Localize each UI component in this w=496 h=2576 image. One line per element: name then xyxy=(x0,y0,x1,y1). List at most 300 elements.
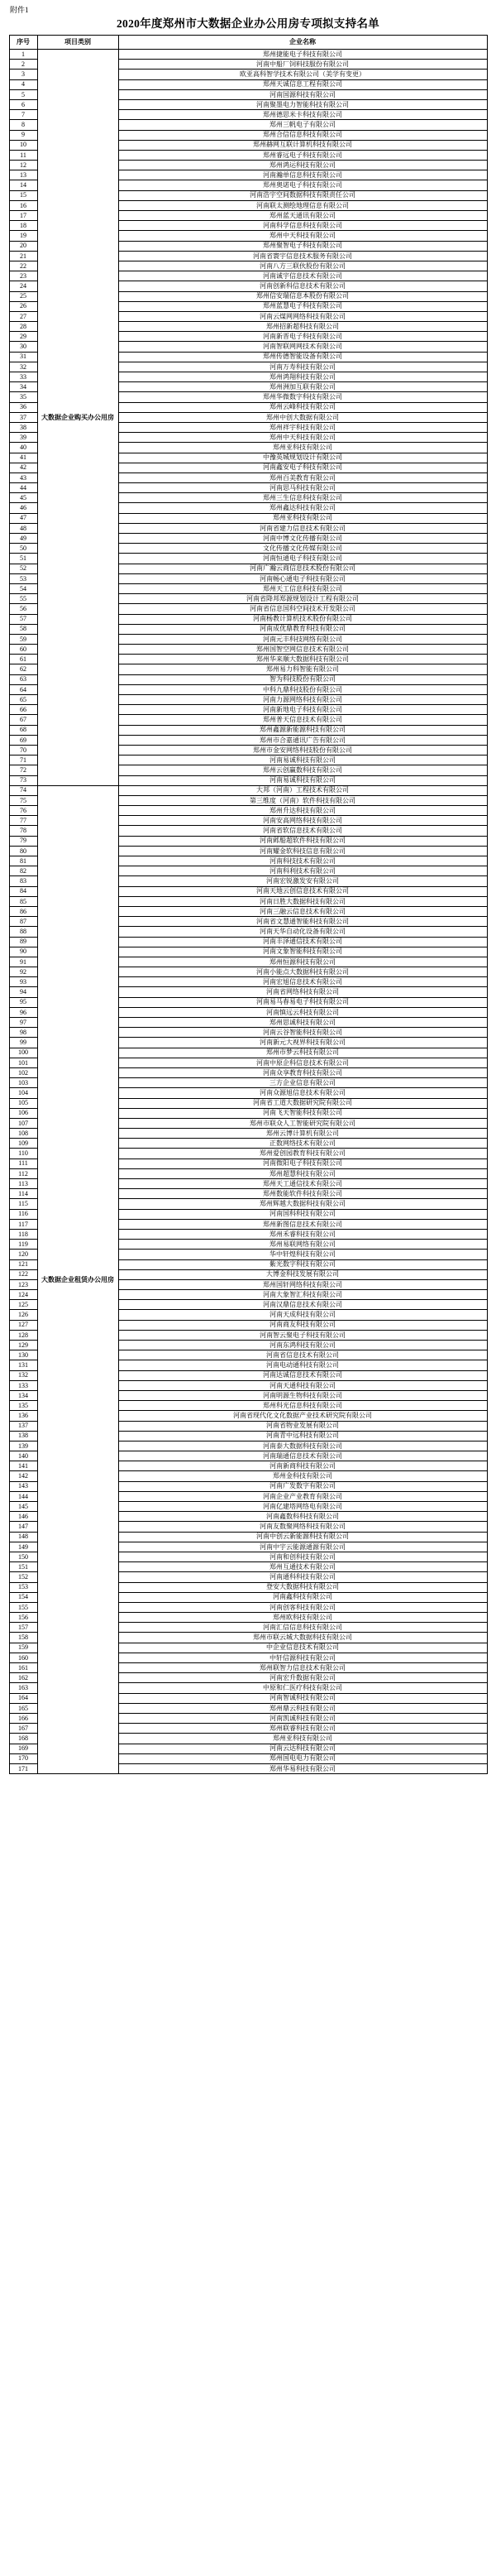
company-name: 郑州中天科技有限公司 xyxy=(118,231,487,241)
row-number: 53 xyxy=(9,573,37,583)
company-name: 郑州云创赢数科技有限公司 xyxy=(118,765,487,775)
row-number: 34 xyxy=(9,382,37,392)
company-name: 郑州聚智电子科技有限公司 xyxy=(118,241,487,251)
company-name: 河南易马春易电子科技有限公司 xyxy=(118,997,487,1007)
row-number: 96 xyxy=(9,1007,37,1017)
row-number: 86 xyxy=(9,906,37,916)
company-name: 河南和创科技有限公司 xyxy=(118,1552,487,1561)
company-name: 河南诚宇信息技术有限公司 xyxy=(118,271,487,281)
row-number: 74 xyxy=(9,785,37,795)
company-name: 郑州德思米卡科技有限公司 xyxy=(118,110,487,120)
row-number: 161 xyxy=(9,1663,37,1673)
company-name: 郑州天工通信技术有限公司 xyxy=(118,1179,487,1189)
header-company: 企业名称 xyxy=(118,36,487,50)
company-name: 三方企业信息有限公司 xyxy=(118,1078,487,1088)
row-number: 99 xyxy=(9,1038,37,1048)
row-number: 170 xyxy=(9,1753,37,1763)
row-number: 7 xyxy=(9,110,37,120)
row-number: 38 xyxy=(9,422,37,432)
header-category: 项目类别 xyxy=(37,36,118,50)
company-name: 中轩信源科技有限公司 xyxy=(118,1653,487,1662)
table-row xyxy=(9,50,487,60)
company-name: 郑州三帆电子有限公司 xyxy=(118,120,487,130)
category-cell: 大数据企业租赁办公用房 xyxy=(37,785,118,1773)
row-number: 29 xyxy=(9,332,37,342)
company-name: 郑州云博计算机有限公司 xyxy=(118,1129,487,1139)
company-name: 河南凯诚科技有限公司 xyxy=(118,1713,487,1723)
company-name: 郑州鑫源新能源科技有限公司 xyxy=(118,725,487,735)
row-number: 54 xyxy=(9,583,37,593)
row-number: 16 xyxy=(9,200,37,210)
row-number: 62 xyxy=(9,664,37,674)
row-number: 36 xyxy=(9,402,37,412)
company-name: 中原和仁医疗科技有限公司 xyxy=(118,1683,487,1693)
row-number: 20 xyxy=(9,241,37,251)
company-name: 河南丰泽通信技术有限公司 xyxy=(118,937,487,947)
row-number: 158 xyxy=(9,1633,37,1643)
company-name: 河南飞天智能科技有限公司 xyxy=(118,1108,487,1118)
company-name: 河南新晋电子科技有限公司 xyxy=(118,332,487,342)
company-name: 第三维度（河南）软件科技有限公司 xyxy=(118,795,487,805)
company-name: 河南瀚单信息科技有限公司 xyxy=(118,170,487,180)
row-number: 76 xyxy=(9,806,37,816)
row-number: 73 xyxy=(9,775,37,785)
company-name: 郑州云峰科技有限公司 xyxy=(118,402,487,412)
company-name: 河南易诚科技有限公司 xyxy=(118,775,487,785)
company-name: 郑州金科技有限公司 xyxy=(118,1471,487,1481)
row-number: 35 xyxy=(9,392,37,402)
company-name: 郑州数能软件科技有限公司 xyxy=(118,1189,487,1199)
company-name: 河南鑫数科科技有限公司 xyxy=(118,1512,487,1522)
table-row xyxy=(9,785,487,795)
row-number: 85 xyxy=(9,896,37,906)
row-number: 1 xyxy=(9,50,37,60)
company-name: 河南新商科技有限公司 xyxy=(118,1461,487,1471)
row-number: 77 xyxy=(9,816,37,826)
company-name: 河南众享教育科技有限公司 xyxy=(118,1067,487,1077)
row-number: 2 xyxy=(9,60,37,70)
company-name: 正数网络技术有限公司 xyxy=(118,1139,487,1149)
row-number: 19 xyxy=(9,231,37,241)
company-name: 河南邺船超软件科技有限公司 xyxy=(118,836,487,846)
company-name: 河南日胜大数据科技有限公司 xyxy=(118,896,487,906)
row-number: 21 xyxy=(9,251,37,261)
company-name: 河南电动通科技有限公司 xyxy=(118,1360,487,1370)
row-number: 122 xyxy=(9,1269,37,1279)
row-number: 107 xyxy=(9,1118,37,1128)
row-number: 90 xyxy=(9,947,37,957)
row-number: 59 xyxy=(9,634,37,644)
row-number: 114 xyxy=(9,1189,37,1199)
company-name: 河南中原企科信息技术有限公司 xyxy=(118,1058,487,1067)
company-name: 河南达诚信息技术有限公司 xyxy=(118,1370,487,1380)
company-name: 郑州市联云城大数据科技有限公司 xyxy=(118,1633,487,1643)
company-name: 河南智联网网技术有限公司 xyxy=(118,342,487,352)
table-body xyxy=(9,50,487,1774)
row-number: 10 xyxy=(9,140,37,150)
company-name: 河南创客科技有限公司 xyxy=(118,1602,487,1612)
row-number: 70 xyxy=(9,745,37,755)
company-name: 郑州合信信息科技有限公司 xyxy=(118,130,487,140)
row-number: 84 xyxy=(9,886,37,896)
row-number: 51 xyxy=(9,554,37,564)
row-number: 155 xyxy=(9,1602,37,1612)
company-name: 河南新地电子科技有限公司 xyxy=(118,705,487,715)
row-number: 18 xyxy=(9,221,37,231)
row-number: 64 xyxy=(9,684,37,694)
company-name: 郑州奥诺电子科技有限公司 xyxy=(118,180,487,190)
row-number: 67 xyxy=(9,715,37,725)
row-number: 9 xyxy=(9,130,37,140)
company-name: 郑州互通技术有限公司 xyxy=(118,1562,487,1572)
row-number: 143 xyxy=(9,1481,37,1491)
company-name: 河南企业产业教育有限公司 xyxy=(118,1491,487,1501)
company-name: 河南省文慧通智能科技有限公司 xyxy=(118,917,487,927)
company-name: 河南东鸿科技有限公司 xyxy=(118,1341,487,1350)
row-number: 129 xyxy=(9,1341,37,1350)
company-name: 河南中船厂饲料技服份有限公司 xyxy=(118,60,487,70)
row-number: 82 xyxy=(9,866,37,876)
row-number: 25 xyxy=(9,291,37,301)
row-number: 162 xyxy=(9,1673,37,1683)
company-name: 河南省软信息技术有限公司 xyxy=(118,826,487,836)
row-number: 142 xyxy=(9,1471,37,1481)
company-name: 郑州鑫达科技有限公司 xyxy=(118,503,487,513)
row-number: 65 xyxy=(9,695,37,705)
row-number: 130 xyxy=(9,1350,37,1360)
row-number: 13 xyxy=(9,170,37,180)
row-number: 146 xyxy=(9,1512,37,1522)
row-number: 43 xyxy=(9,473,37,482)
row-number: 105 xyxy=(9,1098,37,1108)
company-name: 郑州亚科技有限公司 xyxy=(118,513,487,523)
row-number: 15 xyxy=(9,190,37,200)
row-number: 156 xyxy=(9,1613,37,1623)
company-name: 河南青中远科技有限公司 xyxy=(118,1431,487,1441)
row-number: 83 xyxy=(9,876,37,886)
company-name: 河南畅心通电子科技有限公司 xyxy=(118,573,487,583)
row-number: 134 xyxy=(9,1390,37,1400)
company-name: 河南天通科技有限公司 xyxy=(118,1380,487,1390)
company-name: 郑州市合嘉通讯广告有限公司 xyxy=(118,735,487,745)
row-number: 75 xyxy=(9,795,37,805)
row-number: 63 xyxy=(9,674,37,684)
company-name: 河南泰大数据科技有限公司 xyxy=(118,1441,487,1451)
company-name: 郑州华易科技有限公司 xyxy=(118,1763,487,1773)
company-name: 河南省网络科技有限公司 xyxy=(118,987,487,997)
row-number: 117 xyxy=(9,1219,37,1229)
header-no: 序号 xyxy=(9,36,37,50)
page-title: 2020年度郑州市大数据企业办公用房专项拟支持名单 xyxy=(117,17,379,30)
row-number: 165 xyxy=(9,1703,37,1713)
row-number: 60 xyxy=(9,645,37,655)
row-number: 144 xyxy=(9,1491,37,1501)
row-number: 56 xyxy=(9,604,37,614)
row-number: 17 xyxy=(9,211,37,221)
table-header xyxy=(9,36,487,50)
row-number: 159 xyxy=(9,1643,37,1653)
company-name: 河南广发数字有限公司 xyxy=(118,1481,487,1491)
company-name: 河南广瀚云商信息技术股份有限公司 xyxy=(118,564,487,573)
company-name: 郑州思诚科技有限公司 xyxy=(118,1018,487,1028)
company-name: 河南汇信信息科技有限公司 xyxy=(118,1623,487,1633)
row-number: 28 xyxy=(9,322,37,332)
row-number: 171 xyxy=(9,1763,37,1773)
company-name: 河南瑞通信息技术有限公司 xyxy=(118,1451,487,1461)
company-name: 河南文象智能科技有限公司 xyxy=(118,947,487,957)
row-number: 128 xyxy=(9,1330,37,1340)
row-number: 98 xyxy=(9,1028,37,1038)
company-name: 郑州祥宇科技有限公司 xyxy=(118,422,487,432)
company-name: 河南元丰科技网络有限公司 xyxy=(118,634,487,644)
row-number: 24 xyxy=(9,281,37,291)
row-number: 119 xyxy=(9,1240,37,1250)
company-name: 郑州蓝慧电子科技有限公司 xyxy=(118,301,487,311)
row-number: 72 xyxy=(9,765,37,775)
company-name: 河南天地云创信息技术有限公司 xyxy=(118,886,487,896)
row-number: 14 xyxy=(9,180,37,190)
row-number: 22 xyxy=(9,261,37,271)
row-number: 6 xyxy=(9,99,37,109)
row-number: 101 xyxy=(9,1058,37,1067)
company-name: 郑州蓝天通讯有限公司 xyxy=(118,211,487,221)
row-number: 47 xyxy=(9,513,37,523)
attachment-label: 附件1 xyxy=(10,6,29,14)
row-number: 68 xyxy=(9,725,37,735)
row-number: 137 xyxy=(9,1421,37,1431)
company-name: 河南鑫安电子科技有限公司 xyxy=(118,463,487,473)
row-number: 8 xyxy=(9,120,37,130)
row-number: 103 xyxy=(9,1078,37,1088)
company-name: 河南宏旭信息技术有限公司 xyxy=(118,977,487,987)
row-number: 41 xyxy=(9,453,37,463)
company-name: 河南浩宇空间数据科技有限责任公司 xyxy=(118,190,487,200)
row-number: 45 xyxy=(9,493,37,503)
company-name: 郑州联智力信息技术有限公司 xyxy=(118,1663,487,1673)
row-number: 131 xyxy=(9,1360,37,1370)
company-name: 河南新元大视界科技有限公司 xyxy=(118,1038,487,1048)
row-number: 5 xyxy=(9,89,37,99)
company-name: 郑州赫网互联计算机科技有限公司 xyxy=(118,140,487,150)
company-name: 河南友数聚网络科技有限公司 xyxy=(118,1522,487,1532)
company-name: 河南科学信息科技有限公司 xyxy=(118,221,487,231)
row-number: 58 xyxy=(9,624,37,634)
company-name: 河南通科科技有限公司 xyxy=(118,1572,487,1582)
company-name: 郑州市梦云科技有限公司 xyxy=(118,1048,487,1058)
row-number: 124 xyxy=(9,1290,37,1300)
company-name: 郑州市金安网络科技股份有限公司 xyxy=(118,745,487,755)
company-name: 欧亚高科智学技术有限公司（美学有变更） xyxy=(118,70,487,79)
company-name: 郑州国电电力有限公司 xyxy=(118,1753,487,1763)
company-name: 河南商友科技有限公司 xyxy=(118,1320,487,1330)
row-number: 11 xyxy=(9,150,37,160)
row-number: 157 xyxy=(9,1623,37,1633)
row-number: 147 xyxy=(9,1522,37,1532)
company-name: 河南思马科技有限公司 xyxy=(118,483,487,493)
company-name: 中科九鼎科技股份有限公司 xyxy=(118,684,487,694)
company-name: 河南云煤网网络科技有限公司 xyxy=(118,311,487,321)
company-name: 河南云达科技有限公司 xyxy=(118,1744,487,1753)
company-name: 河南力源网络科技有限公司 xyxy=(118,695,487,705)
row-number: 115 xyxy=(9,1199,37,1209)
row-number: 80 xyxy=(9,846,37,856)
row-number: 31 xyxy=(9,352,37,362)
company-name: 郑州超慧科技有限公司 xyxy=(118,1168,487,1178)
table-header-row xyxy=(9,36,487,50)
company-name: 郑州百美教育有限公司 xyxy=(118,473,487,482)
company-name: 郑州国轩网络科技有限公司 xyxy=(118,1279,487,1289)
company-name: 郑州易力科智能有限公司 xyxy=(118,664,487,674)
row-number: 93 xyxy=(9,977,37,987)
row-number: 139 xyxy=(9,1441,37,1451)
row-number: 106 xyxy=(9,1108,37,1118)
row-number: 79 xyxy=(9,836,37,846)
row-number: 30 xyxy=(9,342,37,352)
row-number: 97 xyxy=(9,1018,37,1028)
row-number: 46 xyxy=(9,503,37,513)
company-name: 紫光数字科技有限公司 xyxy=(118,1259,487,1269)
row-number: 108 xyxy=(9,1129,37,1139)
row-number: 100 xyxy=(9,1048,37,1058)
company-name: 郑州易联网络有限公司 xyxy=(118,1240,487,1250)
row-number: 89 xyxy=(9,937,37,947)
row-number: 145 xyxy=(9,1502,37,1512)
row-number: 69 xyxy=(9,735,37,745)
row-number: 71 xyxy=(9,756,37,765)
company-name: 河南智诚科技有限公司 xyxy=(118,1693,487,1703)
row-number: 140 xyxy=(9,1451,37,1461)
company-name: 郑州鸿翔科技有限公司 xyxy=(118,372,487,382)
company-name: 智为科技股份有限公司 xyxy=(118,674,487,684)
company-name: 河南小能点大数据科技有限公司 xyxy=(118,967,487,977)
company-name: 郑州普天信息技术有限公司 xyxy=(118,715,487,725)
row-number: 135 xyxy=(9,1401,37,1411)
row-number: 112 xyxy=(9,1168,37,1178)
company-name: 郑州辉越大数据科技有限公司 xyxy=(118,1199,487,1209)
company-name: 河南安高网络科技有限公司 xyxy=(118,816,487,826)
row-number: 42 xyxy=(9,463,37,473)
row-number: 149 xyxy=(9,1542,37,1552)
company-name: 郑州华微数字科技有限公司 xyxy=(118,392,487,402)
row-number: 39 xyxy=(9,433,37,443)
company-name: 河南三融云信息技术有限公司 xyxy=(118,906,487,916)
company-name: 郑州科光信息科技有限公司 xyxy=(118,1401,487,1411)
company-name: 郑州招新超科技有限公司 xyxy=(118,322,487,332)
row-number: 111 xyxy=(9,1158,37,1168)
company-name: 河南中博文化传播有限公司 xyxy=(118,534,487,544)
row-number: 127 xyxy=(9,1320,37,1330)
company-name: 登安大数据科技有限公司 xyxy=(118,1582,487,1592)
row-number: 87 xyxy=(9,917,37,927)
row-number: 4 xyxy=(9,79,37,89)
row-number: 167 xyxy=(9,1724,37,1734)
company-name: 河南聚墨电力智能科技有限公司 xyxy=(118,99,487,109)
company-name: 河南科利技术有限公司 xyxy=(118,866,487,876)
row-number: 132 xyxy=(9,1370,37,1380)
row-number: 148 xyxy=(9,1532,37,1542)
row-number: 33 xyxy=(9,372,37,382)
company-name: 华中轩煌科技有限公司 xyxy=(118,1250,487,1259)
row-number: 169 xyxy=(9,1744,37,1753)
row-number: 151 xyxy=(9,1562,37,1572)
company-name: 河南易诚科技有限公司 xyxy=(118,756,487,765)
support-list-table xyxy=(9,35,488,1774)
company-name: 郑州华来顺大数据科技有限公司 xyxy=(118,655,487,664)
company-name: 郑州爱创园教育科技有限公司 xyxy=(118,1149,487,1158)
row-number: 136 xyxy=(9,1411,37,1421)
company-name: 郑州中天科技有限公司 xyxy=(118,433,487,443)
row-number: 27 xyxy=(9,311,37,321)
company-name: 郑州捷能电子科技有限公司 xyxy=(118,50,487,60)
row-number: 110 xyxy=(9,1149,37,1158)
row-number: 12 xyxy=(9,161,37,170)
row-number: 120 xyxy=(9,1250,37,1259)
row-number: 91 xyxy=(9,957,37,967)
company-name: 河南省工道大数据研究院有限公司 xyxy=(118,1098,487,1108)
company-name: 郑州国智空网信息技术有限公司 xyxy=(118,645,487,655)
row-number: 44 xyxy=(9,483,37,493)
company-name: 中豫英城规划设计有限公司 xyxy=(118,453,487,463)
row-number: 48 xyxy=(9,523,37,533)
company-name: 郑州信安瑞信息本股份有限公司 xyxy=(118,291,487,301)
company-name: 郑州亚科技有限公司 xyxy=(118,1734,487,1744)
company-name: 郑州市联众人工智能研究院有限公司 xyxy=(118,1118,487,1128)
row-number: 116 xyxy=(9,1209,37,1219)
row-number: 121 xyxy=(9,1259,37,1269)
company-name: 郑州洲加互联有限公司 xyxy=(118,382,487,392)
row-number: 123 xyxy=(9,1279,37,1289)
company-name: 郑州三生信息科技有限公司 xyxy=(118,493,487,503)
company-name: 河南宏锐激发安有限公司 xyxy=(118,876,487,886)
row-number: 141 xyxy=(9,1461,37,1471)
company-name: 河南省降邦郑源规划设计工程有限公司 xyxy=(118,594,487,604)
company-name: 文化传播文化传媒有限公司 xyxy=(118,544,487,554)
company-name: 郑州禾睿科技有限公司 xyxy=(118,1229,487,1239)
company-name: 郑州欧科技有限公司 xyxy=(118,1613,487,1623)
row-number: 153 xyxy=(9,1582,37,1592)
row-number: 66 xyxy=(9,705,37,715)
company-name: 河南科技技术有限公司 xyxy=(118,856,487,866)
row-number: 40 xyxy=(9,443,37,453)
company-name: 河南杨教计算机技术股份有限公司 xyxy=(118,614,487,624)
row-number: 109 xyxy=(9,1139,37,1149)
company-name: 河南大象智汇科技有限公司 xyxy=(118,1290,487,1300)
row-number: 26 xyxy=(9,301,37,311)
row-number: 61 xyxy=(9,655,37,664)
company-name: 河南慎远云科技有限公司 xyxy=(118,1007,487,1017)
company-name: 河南省现代化文化数据产业技术研究院有限公司 xyxy=(118,1411,487,1421)
company-name: 郑州天诚信息工程有限公司 xyxy=(118,79,487,89)
row-number: 78 xyxy=(9,826,37,836)
company-name: 河南智云聚电子科技有限公司 xyxy=(118,1330,487,1340)
company-name: 中企业信息技术有限公司 xyxy=(118,1643,487,1653)
company-name: 郑州恒源科技有限公司 xyxy=(118,957,487,967)
row-number: 163 xyxy=(9,1683,37,1693)
row-number: 50 xyxy=(9,544,37,554)
row-number: 94 xyxy=(9,987,37,997)
company-name: 大邦（河南）工程技术有限公司 xyxy=(118,785,487,795)
company-name: 郑州鸿运科技有限公司 xyxy=(118,161,487,170)
company-name: 河南成优鼎教育科技有限公司 xyxy=(118,624,487,634)
row-number: 125 xyxy=(9,1300,37,1310)
company-name: 郑州鼎云科技有限公司 xyxy=(118,1703,487,1713)
company-name: 河南明源生物科技有限公司 xyxy=(118,1390,487,1400)
row-number: 88 xyxy=(9,927,37,937)
company-name: 郑州传德智能设备有限公司 xyxy=(118,352,487,362)
row-number: 133 xyxy=(9,1380,37,1390)
category-cell: 大数据企业购买办公用房 xyxy=(37,50,118,786)
row-number: 52 xyxy=(9,564,37,573)
